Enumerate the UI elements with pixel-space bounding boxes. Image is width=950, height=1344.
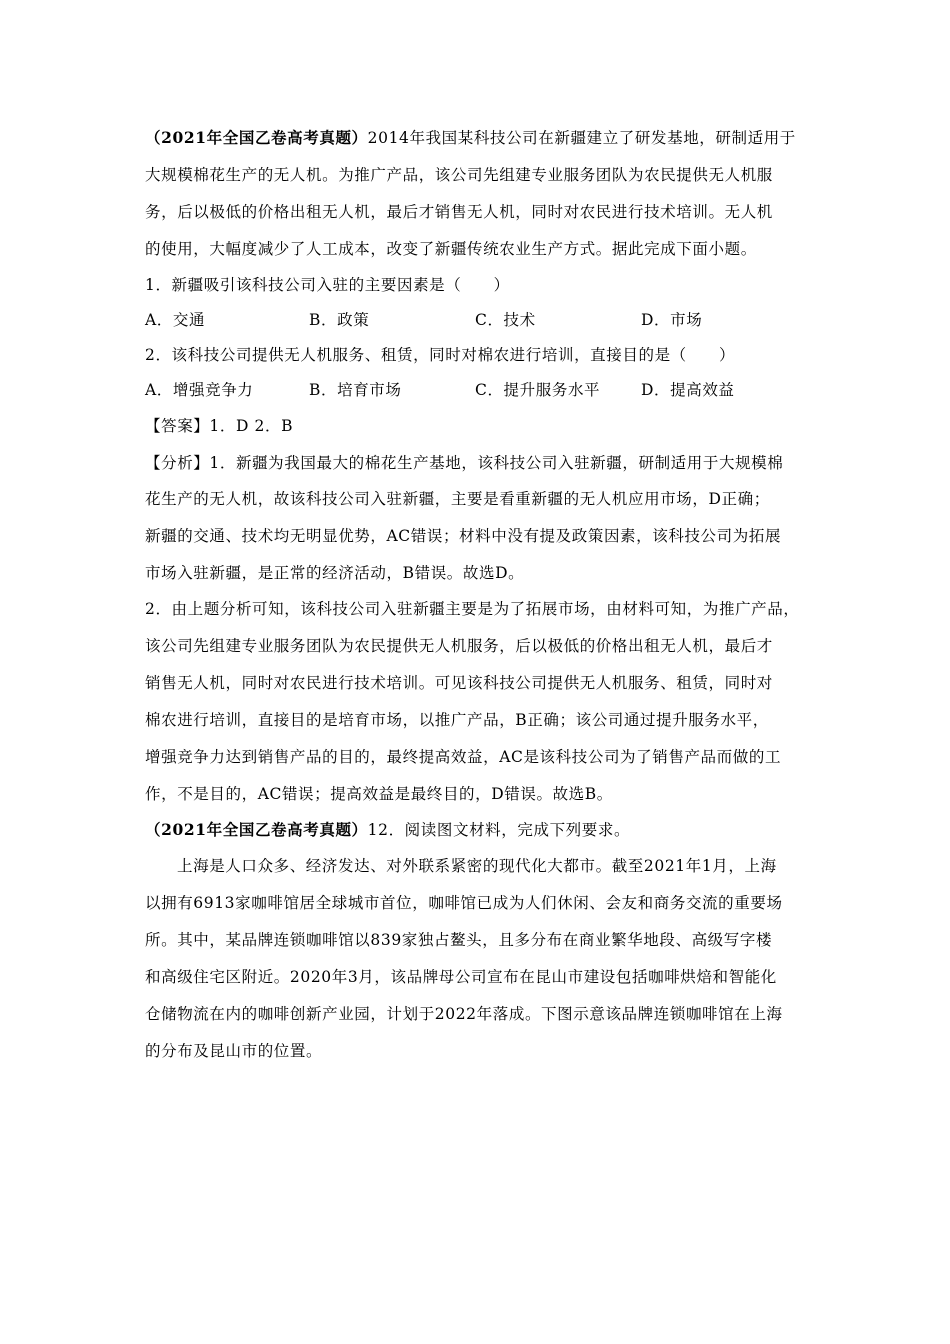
q1-stem-line-3: 务，后以极低的价格出租无人机，最后才销售无人机，同时对农民进行技术培训。无人机	[145, 203, 773, 221]
q2-source: （2021年全国乙卷高考真题）	[145, 820, 368, 839]
analysis-label: 【分析】	[145, 454, 210, 472]
question-1-option-a: A．交通	[145, 311, 206, 329]
question-1-option-c: C．技术	[475, 311, 536, 329]
q2-intro: 12．阅读图文材料，完成下列要求。	[367, 821, 631, 839]
question-2-option-d: D．提高效益	[641, 381, 735, 399]
answer-line	[145, 416, 293, 436]
q2-material-line-6: 的分布及昆山市的位置。	[145, 1042, 323, 1060]
q2-material-line-3: 所。其中，某品牌连锁咖啡馆以839家独占鳌头，且多分布在商业繁华地段、高级写字楼	[145, 931, 773, 949]
analysis-line-7: 销售无人机，同时对农民进行技术培训。可见该科技公司提供无人机服务、租赁，同时对	[145, 674, 773, 692]
question-2-option-c: C．提升服务水平	[475, 381, 601, 399]
q2-material-line-2: 以拥有6913家咖啡馆居全球城市首位，咖啡馆已成为人们休闲、会友和商务交流的重要场	[145, 894, 783, 912]
q2-material-line-4: 和高级住宅区附近。2020年3月，该品牌母公司宣布在昆山市建设包括咖啡烘焙和智能化	[145, 968, 777, 986]
analysis-line-5: 2．由上题分析可知，该科技公司入驻新疆主要是为了拓展市场，由材料可知，为推广产品，	[145, 600, 800, 618]
q2-material-line-5: 仓储物流在内的咖啡创新产业园，计划于2022年落成。下图示意该品牌连锁咖啡馆在上海	[145, 1005, 783, 1023]
analysis-line-9: 增强竞争力达到销售产品的目的，最终提高效益，AC是该科技公司为了销售产品而做的工	[145, 748, 782, 766]
q1-stem-line-1	[145, 128, 796, 148]
analysis-line-8: 棉农进行培训，直接目的是培育市场，以推广产品，B正确；该公司通过提升服务水平，	[145, 711, 769, 729]
analysis-line-3: 新疆的交通、技术均无明显优势，AC错误；材料中没有提及政策因素，该科技公司为拓展	[145, 527, 782, 545]
q2-intro-line	[145, 820, 630, 840]
question-2-option-a: A．增强竞争力	[145, 381, 254, 399]
q2-material-line-1: 上海是人口众多、经济发达、对外联系紧密的现代化大都市。截至2021年1月，上海	[177, 857, 777, 875]
question-1-option-d: D．市场	[641, 311, 703, 329]
analysis-text-1: 1．新疆为我国最大的棉花生产基地，该科技公司入驻新疆，研制适用于大规模棉	[209, 454, 784, 472]
analysis-line-4: 市场入驻新疆，是正常的经济活动，B错误。故选D。	[145, 564, 525, 582]
answer-text: 1．D 2．B	[209, 417, 294, 435]
question-2-option-b: B．培育市场	[309, 381, 402, 399]
analysis-line-2: 花生产的无人机，故该科技公司入驻新疆，主要是看重新疆的无人机应用市场，D正确；	[145, 490, 770, 508]
question-2: 2．该科技公司提供无人机服务、租赁，同时对棉农进行培训，直接目的是（ ）	[145, 346, 736, 364]
q1-stem-text-1: 2014年我国某科技公司在新疆建立了研发基地，研制适用于	[367, 129, 796, 147]
analysis-line-6: 该公司先组建专业服务团队为农民提供无人机服务，后以极低的价格出租无人机，最后才	[145, 637, 773, 655]
q1-stem-line-4: 的使用，大幅度减少了人工成本，改变了新疆传统农业生产方式。据此完成下面小题。	[145, 240, 757, 258]
q1-stem-line-2: 大规模棉花生产的无人机。为推广产品，该公司先组建专业服务团队为农民提供无人机服	[145, 166, 773, 184]
answer-label: 【答案】	[145, 417, 210, 435]
analysis-line-10: 作，不是目的，AC错误；提高效益是最终目的，D错误。故选B。	[145, 785, 613, 803]
question-1-option-b: B．政策	[309, 311, 370, 329]
q1-source: （2021年全国乙卷高考真题）	[145, 128, 368, 147]
question-1: 1．新疆吸引该科技公司入驻的主要因素是（ ）	[145, 276, 510, 294]
analysis-line-1	[145, 453, 783, 473]
